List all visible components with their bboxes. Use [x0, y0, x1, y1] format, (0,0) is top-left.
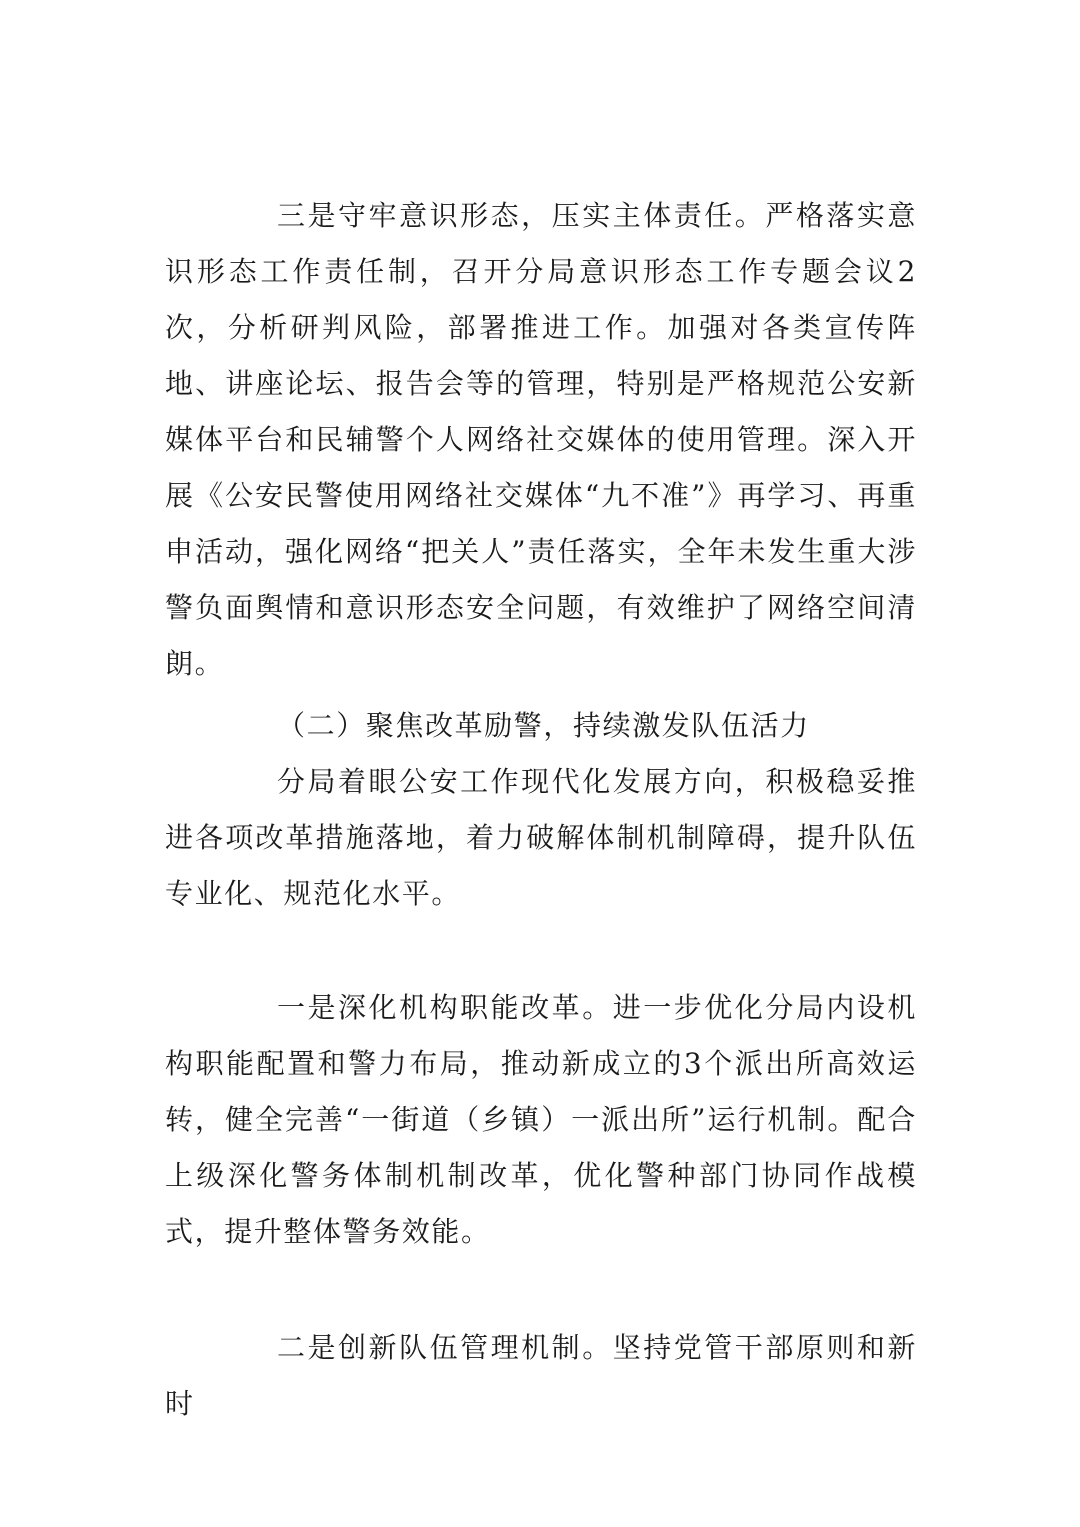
section-heading-reform: （二）聚焦改革励警，持续激发队伍活力: [277, 709, 810, 742]
paragraph-institution-reform: 一是深化机构职能改革。进一步优化分局内设机构职能配置和警力布局，推动新成立的3个派出所高效运转，健全完善“一街道（乡镇）一派出所”运行机制。配合上级深化警务体制机制改革，优化警种部门协同作战模式，提升整体警务效能。: [165, 991, 917, 1248]
paragraph-team-management: 二是创新队伍管理机制。坚持党管干部原则和新时: [165, 1331, 917, 1420]
paragraph-ideology-responsibility: 三是守牢意识形态，压实主体责任。严格落实意识形态工作责任制，召开分局意识形态工作专题会议2次，分析研判风险，部署推进工作。加强对各类宣传阵地、讲座论坛、报告会等的管理，特别是严格规范公安新媒体平台和民辅警个人网络社交媒体的使用管理。深入开展《公安民警使用网络社交媒体“九不准”》再学习、再重申活动，强化网络“把关人”责任落实，全年未发生重大涉警负面舆情和意识形态安全问题，有效维护了网络空间清朗。: [165, 199, 917, 680]
paragraph-reform-intro: 分局着眼公安工作现代化发展方向，积极稳妥推进各项改革措施落地，着力破解体制机制障碍，提升队伍专业化、规范化水平。: [165, 765, 917, 910]
